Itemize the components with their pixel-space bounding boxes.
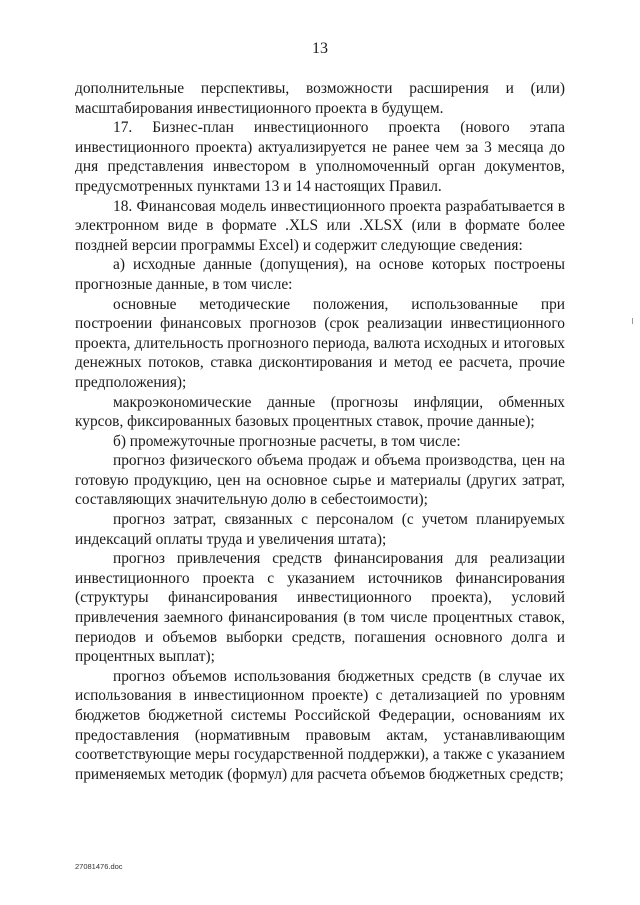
paragraph-4: а) исходные данные (допущения), на основе которых построены прогнозные данные, в том числе: xyxy=(75,256,565,293)
paragraph-11: прогноз объемов использования бюджетных средств (в случае их использования в инвестиционном проекте) с детализацией по уровням бюджетов бюджетной системы Российской Федерации, основаниям их предоставления (нормативным правовым актам, устанавливающим соответствующие меры государственной поддержки), а также с указанием применяемых методик (формул) для расчета объемов бюджетных средств; xyxy=(75,667,565,783)
paragraph-6: макроэкономические данные (прогнозы инфляции, обменных курсов, фиксированных базовых процентных ставок, прочие данные); xyxy=(75,393,565,431)
document-text xyxy=(75,79,565,784)
paragraph-10: прогноз привлечения средств финансирования для реализации инвестиционного проекта с указанием источников финансирования (структуры финансирования инвестиционного проекта), условий привлечения заемного финансирования (в том числе процентных ставок, периодов и объемов выборки средств, погашения основного долга и процентных выплат); xyxy=(75,550,565,666)
scan-margin-mark xyxy=(632,318,633,324)
paragraph-7: б) промежуточные прогнозные расчеты, в том числе: xyxy=(113,432,461,450)
paragraph-8: прогноз физического объема продаж и объема производства, цен на готовую продукцию, цен на основное сырье и материалы (других затрат, составляющих значительную долю в себестоимости); xyxy=(75,452,565,509)
paragraph-1: дополнительные перспективы, возможности расширения и (или) масштабирования инвестиционного проекта в будущем. xyxy=(75,80,565,117)
paragraph-2: 17. Бизнес-план инвестиционного проекта (нового этапа инвестиционного проекта) актуализируется не ранее чем за 3 месяца до дня представления инвестором в уполномоченный орган документов, предусмотренных пунктами 13 и 14 настоящих Правил. xyxy=(75,119,565,195)
footer-filename: 27081476.doc xyxy=(75,862,123,871)
page-number: 13 xyxy=(312,40,328,57)
paragraph-5: основные методические положения, использованные при построении финансовых прогнозов (срок реализации инвестиционного проекта, длительность прогнозного периода, валюта исходных и итоговых денежных потоков, ставка дисконтирования и метод ее расчета, прочие предположения); xyxy=(75,295,565,391)
paragraph-9: прогноз затрат, связанных с персоналом (с учетом планируемых индексаций оплаты труда и увеличения штата); xyxy=(75,511,565,548)
paragraph-3: 18. Финансовая модель инвестиционного проекта разрабатывается в электронном виде в формате .XLS или .XLSX (или в формате более поздней версии программы Excel) и содержит следующие сведения: xyxy=(75,197,565,254)
